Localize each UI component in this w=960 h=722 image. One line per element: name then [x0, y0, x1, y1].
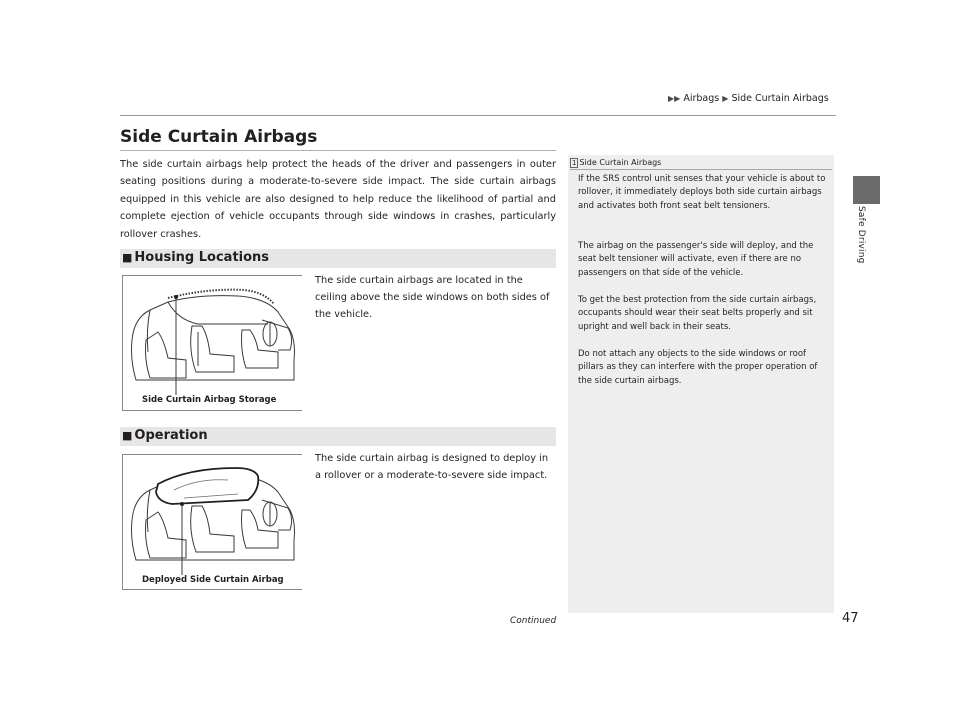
operation-paragraph: The side curtain airbag is designed to deploy in a rollover or a moderate-to-severe side impact. — [315, 453, 549, 482]
figure-top-rule — [122, 454, 302, 455]
housing-paragraph: The side curtain airbags are located in the ceiling above the side windows on both sides of the vehicle. — [315, 275, 550, 321]
breadcrumb-current: Side Curtain Airbags — [731, 93, 829, 104]
note-paragraph: If the SRS control unit senses that your vehicle is about to rollover, it immediately deploys both side curtain airbags and activates both front seat belt tensioners. — [578, 174, 826, 211]
page-number: 47 — [842, 611, 859, 626]
intro-paragraph: The side curtain airbags help protect the heads of the driver and passengers in outer seating positions during a moderate-to-severe side impact. The side curtain airbags equipped in this vehicle are also designed to help reduce the likelihood of partial and complete ejection of vehicle occupants through side windows in crashes, particularly rollover crashes. — [120, 159, 556, 240]
note-heading-text: Side Curtain Airbags — [579, 158, 662, 167]
reference-icon: 1 — [572, 159, 577, 167]
section-marker-icon: ■ — [122, 251, 133, 264]
section-marker-icon: ■ — [122, 429, 133, 442]
note-paragraph: Do not attach any objects to the side windows or roof pillars as they can interfere with the proper operation of the side curtain airbags. — [578, 349, 818, 386]
operation-figure-caption: Deployed Side Curtain Airbag — [142, 575, 284, 585]
page-title: Side Curtain Airbags — [120, 127, 318, 147]
figure-left-rule — [122, 275, 123, 411]
figure-left-rule — [122, 454, 123, 590]
airbag-storage-illustration — [128, 280, 300, 395]
operation-heading — [122, 428, 208, 443]
housing-heading-text: Housing Locations — [134, 250, 270, 265]
breadcrumb-arrow-icon: ▶▶ — [668, 94, 681, 103]
breadcrumb — [668, 93, 829, 104]
housing-heading — [122, 250, 269, 265]
operation-heading-text: Operation — [134, 428, 208, 443]
figure-bottom-rule — [122, 589, 302, 590]
figure-top-rule — [122, 275, 302, 276]
note-heading — [570, 158, 661, 167]
breadcrumb-section[interactable]: Airbags — [683, 93, 720, 104]
note-divider — [570, 169, 832, 170]
chapter-tab-label: Safe Driving — [856, 206, 866, 264]
breadcrumb-separator-icon: ▶ — [722, 94, 729, 103]
title-divider — [120, 150, 556, 151]
continued-label: Continued — [510, 616, 557, 626]
note-paragraph: The airbag on the passenger's side will deploy, and the seat belt tensioner will activate, even if there are no passengers on that side of the vehicle. — [578, 241, 814, 278]
figure-bottom-rule — [122, 410, 302, 411]
note-paragraph: To get the best protection from the side curtain airbags, occupants should wear their seat belts properly and sit upright and well back in their seats. — [578, 295, 817, 332]
airbag-deployed-illustration — [128, 460, 300, 575]
header-divider — [120, 115, 836, 116]
chapter-tab[interactable] — [853, 176, 880, 204]
housing-figure-caption: Side Curtain Airbag Storage — [142, 395, 277, 405]
